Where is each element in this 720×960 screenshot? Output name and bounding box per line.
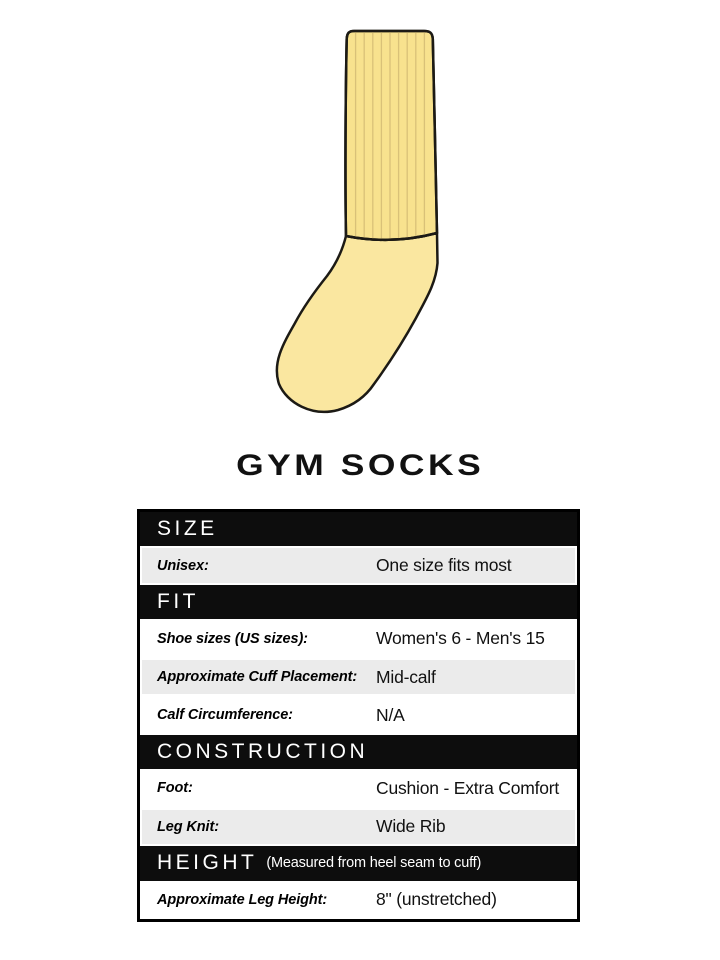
table-row: [140, 881, 577, 919]
row-label: Approximate Cuff Placement:: [157, 669, 358, 686]
row-label: Unisex:: [157, 557, 209, 574]
section-subtitle: (Measured from heel seam to cuff): [266, 855, 482, 872]
section-header-construction: [140, 735, 577, 769]
section-header-height: [140, 846, 577, 880]
table-row: [140, 658, 577, 696]
section-title: FIT: [157, 590, 199, 614]
sock-leg: [345, 31, 437, 240]
table-row: [140, 546, 577, 584]
section-title: SIZE: [157, 517, 218, 541]
row-value: Wide Rib: [376, 816, 446, 837]
section-title: HEIGHT: [157, 851, 258, 875]
section-header-fit: [140, 585, 577, 619]
row-value: 8" (unstretched): [376, 889, 497, 910]
row-value: N/A: [376, 704, 405, 725]
table-row: [140, 619, 577, 657]
row-label: Leg Knit:: [157, 818, 219, 835]
row-label: Approximate Leg Height:: [157, 891, 328, 908]
row-label: Shoe sizes (US sizes):: [157, 630, 308, 647]
row-value: Mid-calf: [376, 666, 436, 687]
table-row: [140, 696, 577, 734]
spec-table: [137, 509, 580, 922]
row-value: Cushion - Extra Comfort: [376, 777, 560, 798]
row-value: Women's 6 - Men's 15: [376, 628, 545, 649]
table-row: [140, 769, 577, 807]
sock-foot: [277, 233, 438, 412]
section-title: CONSTRUCTION: [157, 739, 369, 763]
section-header-size: [140, 512, 577, 546]
sock-illustration: [256, 18, 450, 426]
row-label: Calf Circumference:: [157, 707, 293, 724]
table-row: [140, 808, 577, 846]
row-label: Foot:: [157, 780, 193, 797]
row-value: One size fits most: [376, 555, 512, 576]
product-title: GYM SOCKS: [235, 449, 485, 482]
